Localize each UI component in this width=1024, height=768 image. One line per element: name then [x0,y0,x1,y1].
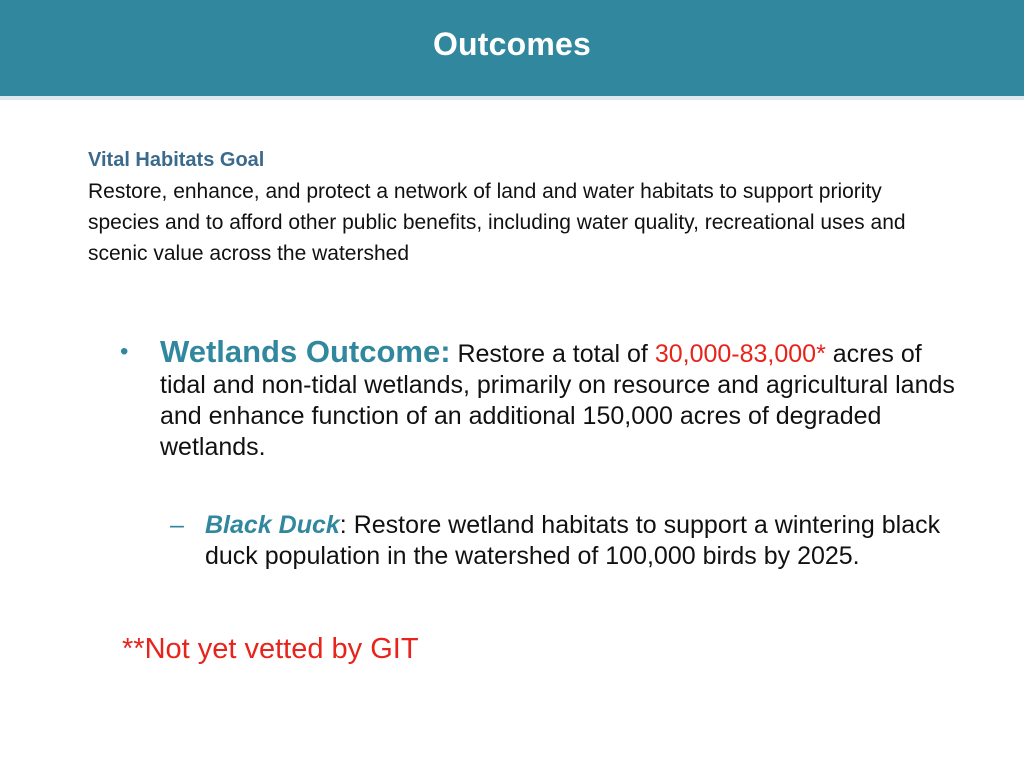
black-duck-item [170,510,970,572]
wetlands-outcome-label: Wetlands Outcome: [160,334,451,369]
goal-description: Restore, enhance, and protect a network of land and water habitats to support priority species and to afford other public benefits, including water quality, recreational uses and scenic value across the watershed [88,180,906,265]
outcome-text-before: Restore a total of [450,340,655,368]
black-duck-description: Restore wetland habitats to support a wintering black duck population in the watershed of 100,000 birds by 2025. [205,511,941,570]
outcome-text-after: acres of tidal and non-tidal wetlands, primarily on resource and agricultural lands and enhance function of an additional 150,000 acres of degraded wetlands. [160,340,955,461]
black-duck-separator: : [339,511,354,539]
wetlands-outcome-item [120,336,960,463]
goal-block [88,145,928,269]
vetting-note: **Not yet vetted by GIT [122,633,419,665]
bullet-icon: • [120,338,129,365]
wetlands-outcome-text [160,336,960,463]
goal-heading: Vital Habitats Goal [88,149,265,171]
black-duck-label: Black Duck [205,511,340,539]
slide-title: Outcomes [432,26,592,62]
black-duck-text [205,510,970,572]
dash-icon: – [170,511,184,539]
slide-header [0,0,1024,100]
outcome-acreage-figure: 30,000-83,000* [654,340,826,368]
